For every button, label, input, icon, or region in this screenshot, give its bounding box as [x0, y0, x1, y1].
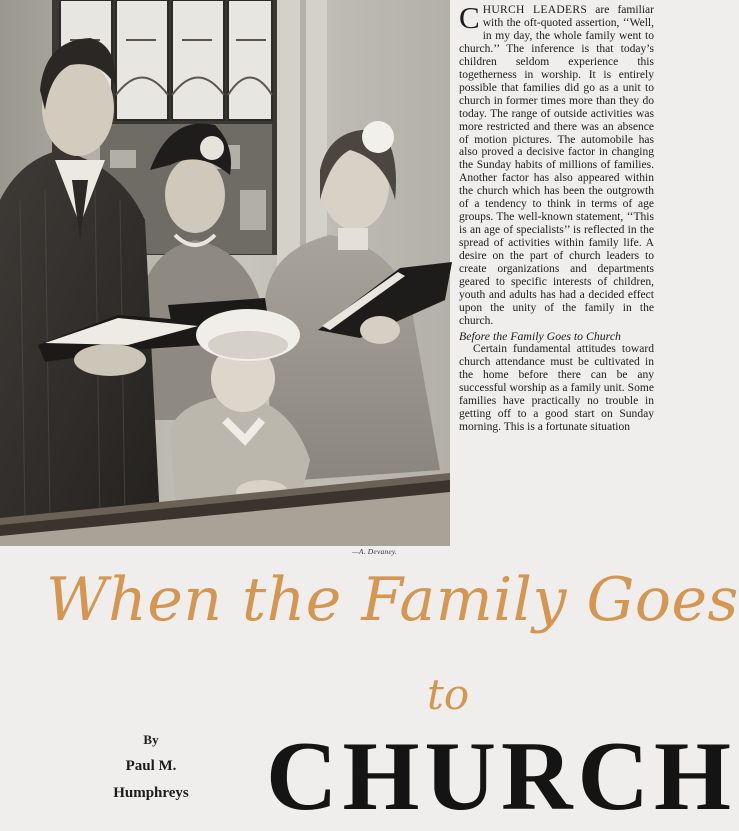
lead-caps: HURCH LEADERS — [482, 4, 588, 16]
paragraph-1-text: are familiar with the oft-quoted assertion, ‘‘Well, in my day, the whole family went to church.’’ The inference is that today’s children seldom experience this togetherness in worship. It is entirely possible that families did go as a unit to church in former times more than they do today. The range of outside activities was more restricted and there was an absence of motion pictures. The automobile has also proved a decisive factor in changing the Sunday habits of millions of families. Another factor has also appeared within the church which has been the outgrowth of a tendency to think in terms of age groups. The well-known statement, ‘‘This is an age of specialists’’ is reflected in the spread of activities within family life. A desire on the part of church leaders to create organizations and departments geared to specific interests of children, youth and adults has had a decided effect upon the unity of the family in the church. — [459, 4, 655, 327]
headline-title: When the Family Goes — [46, 565, 739, 635]
family-photo-illustration — [0, 0, 450, 546]
article-column — [459, 0, 655, 433]
author-name-line-1: Paul M. — [125, 758, 177, 774]
author-name-line-2: Humphreys — [113, 785, 189, 801]
byline-by: By — [143, 732, 159, 747]
headline-church: CHURCH — [266, 722, 736, 831]
section-subhead: Before the Family Goes to Church — [459, 328, 621, 343]
drop-cap: C — [459, 0, 480, 35]
family-photo — [0, 0, 450, 546]
headline-to: to — [427, 670, 470, 719]
byline — [86, 726, 216, 807]
photo-credit: —A. Devaney. — [352, 547, 398, 556]
article-paragraph-1 — [459, 0, 655, 328]
article-paragraph-2: Certain fundamental attitudes toward church attendance must be cultivated in the home before there can be any successful worship as a family unit. Some families have practically no trouble in getting off to a good start on Sunday morning. This is a fortunate situation — [459, 342, 654, 433]
